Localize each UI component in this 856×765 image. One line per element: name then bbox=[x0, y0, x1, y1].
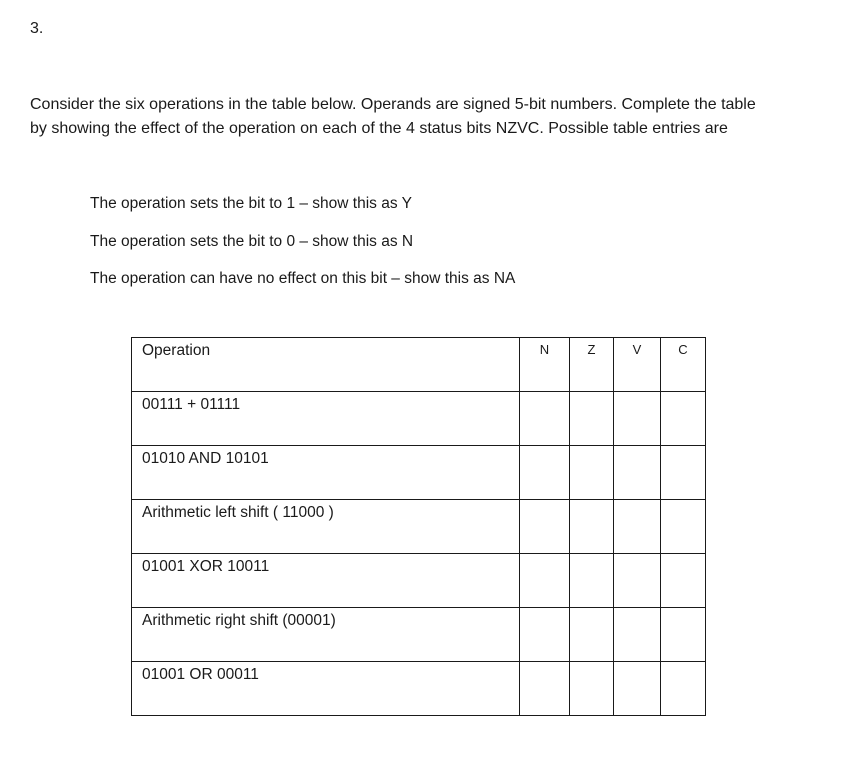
n-cell[interactable] bbox=[520, 392, 570, 446]
header-operation: Operation bbox=[132, 338, 520, 392]
question-text-line-1: Consider the six operations in the table below. Operands are signed 5-bit numbers. Complete the table bbox=[30, 96, 756, 113]
c-cell[interactable] bbox=[661, 608, 706, 662]
operation-cell: 00111 + 01111 bbox=[132, 392, 520, 446]
table-header-row bbox=[132, 338, 706, 392]
v-cell[interactable] bbox=[614, 446, 661, 500]
table-row bbox=[132, 662, 706, 716]
table-row bbox=[132, 392, 706, 446]
entry-no: The operation sets the bit to 0 – show this as N bbox=[90, 232, 414, 250]
v-cell[interactable] bbox=[614, 392, 661, 446]
c-cell[interactable] bbox=[661, 392, 706, 446]
status-bits-table bbox=[131, 337, 706, 716]
n-cell[interactable] bbox=[520, 608, 570, 662]
z-cell[interactable] bbox=[570, 554, 614, 608]
n-cell[interactable] bbox=[520, 554, 570, 608]
operation-cell: 01010 AND 10101 bbox=[132, 446, 520, 500]
entry-yes: The operation sets the bit to 1 – show this as Y bbox=[90, 195, 412, 212]
v-cell[interactable] bbox=[614, 554, 661, 608]
c-cell[interactable] bbox=[661, 662, 706, 716]
operation-cell: Arithmetic right shift (00001) bbox=[132, 608, 520, 662]
table-row bbox=[132, 500, 706, 554]
c-cell[interactable] bbox=[661, 500, 706, 554]
n-cell[interactable] bbox=[520, 662, 570, 716]
v-cell[interactable] bbox=[614, 500, 661, 554]
operation-cell: 01001 OR 00011 bbox=[132, 662, 520, 716]
question-number: 3. bbox=[30, 20, 44, 37]
operation-cell: Arithmetic left shift ( 11000 ) bbox=[132, 500, 520, 554]
n-cell[interactable] bbox=[520, 500, 570, 554]
c-cell[interactable] bbox=[661, 554, 706, 608]
z-cell[interactable] bbox=[570, 500, 614, 554]
z-cell[interactable] bbox=[570, 608, 614, 662]
header-v: V bbox=[614, 338, 661, 392]
question-text-line-2: by showing the effect of the operation on each of the 4 status bits NZVC. Possible table entries are bbox=[30, 120, 728, 137]
header-z: Z bbox=[570, 338, 614, 392]
question-text bbox=[30, 93, 830, 141]
possible-entries-list bbox=[90, 193, 515, 306]
n-cell[interactable] bbox=[520, 446, 570, 500]
entry-na: The operation can have no effect on this bit – show this as NA bbox=[90, 270, 516, 287]
v-cell[interactable] bbox=[614, 662, 661, 716]
header-c: C bbox=[661, 338, 706, 392]
z-cell[interactable] bbox=[570, 662, 614, 716]
table-row bbox=[132, 608, 706, 662]
header-n: N bbox=[520, 338, 570, 392]
v-cell[interactable] bbox=[614, 608, 661, 662]
c-cell[interactable] bbox=[661, 446, 706, 500]
table-row bbox=[132, 446, 706, 500]
z-cell[interactable] bbox=[570, 446, 614, 500]
operation-cell: 01001 XOR 10011 bbox=[132, 554, 520, 608]
table-row bbox=[132, 554, 706, 608]
z-cell[interactable] bbox=[570, 392, 614, 446]
